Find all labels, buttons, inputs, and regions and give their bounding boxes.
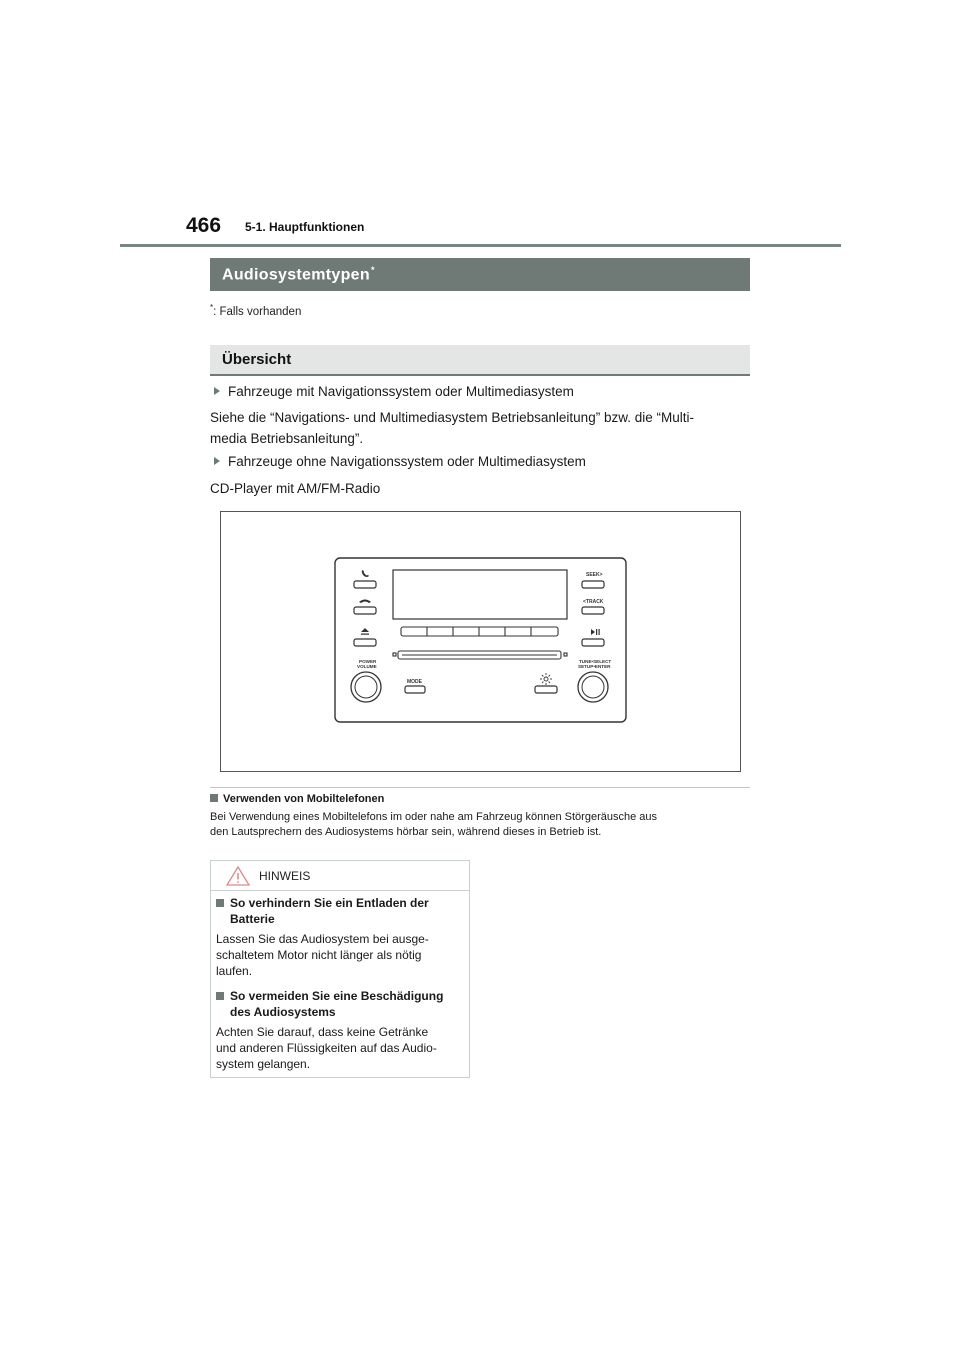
preset-buttons [401,627,558,636]
footnote-text: : Falls vorhanden [213,305,302,318]
text-line: schaltetem Motor nicht länger als nötig [216,948,422,962]
footnote-marker: * [210,303,214,312]
hinweis-battery-heading [216,895,464,927]
text-line: Lassen Sie das Audiosystem bei ausge- [216,932,429,946]
setup-enter-label: SETUP•ENTER [578,664,611,669]
paragraph-line: media Betriebsanleitung”. [210,431,364,446]
hinweis-battery-block [216,895,464,979]
mode-label: MODE [407,679,422,685]
brightness-button [535,686,557,693]
square-bullet-icon [216,899,224,907]
right-buttons [582,581,604,646]
hinweis-header [211,861,469,891]
list-item-navigation [214,384,574,399]
arrow-bullet-icon [214,387,220,395]
tune-select-label: TUNE•SELECT [579,659,612,664]
display-screen [393,570,567,619]
text-line: und anderen Flüssigkeiten auf das Audio- [216,1041,437,1055]
paragraph-navigation-reference [210,407,750,449]
figure-frame [220,511,741,772]
eject-icon [361,628,369,635]
note-line: den Lautsprechern des Audiosystems hörbar sein, während dieses in Betrieb ist. [210,826,602,838]
tune-select-knob-inner [582,676,604,698]
warning-triangle-icon [225,865,251,887]
footnote [210,303,301,318]
power-volume-knob-inner [355,676,377,698]
cd-slot [393,651,567,659]
square-bullet-icon [216,992,224,1000]
seek-button [582,581,604,588]
page-number: 466 [186,214,222,237]
note-line: Bei Verwendung eines Mobiltelefons im oder nahe am Fahrzeug können Störgeräusche aus [210,811,657,823]
paragraph-line: Siehe die “Navigations- und Multimediasystem Betriebsanleitung” bzw. die “Multi- [210,410,694,425]
section-title-bar [210,258,750,291]
subheading-bar [210,345,750,376]
hinweis-box [210,860,470,1078]
heading-line: So vermeiden Sie eine Beschädigung [230,989,444,1003]
square-bullet-icon [210,794,218,802]
track-button [582,607,604,614]
seek-label: SEEK> [586,572,603,578]
figure-divider [210,787,750,788]
heading-line: Batterie [230,912,275,926]
play-pause-button [582,639,604,646]
play-pause-icon [591,629,600,635]
list-item-heading: Fahrzeuge ohne Navigationssystem oder Multimediasystem [228,454,586,469]
mode-button [405,686,425,693]
section-title-marker: * [370,265,375,275]
paragraph-cd-player: CD-Player mit AM/FM-Radio [210,481,381,496]
left-buttons [354,581,376,646]
arrow-bullet-icon [214,457,220,465]
heading-line: So verhindern Sie ein Entladen der [230,896,429,910]
audio-unit-illustration [221,512,740,771]
hinweis-damage-text [216,1024,464,1072]
phone-icon [362,570,369,577]
brightness-icon [540,673,552,685]
section-title-text: Audiosystemtypen [222,266,370,284]
track-label: <TRACK [583,599,604,605]
text-line: Achten Sie darauf, dass keine Getränke [216,1025,429,1039]
header-rule [120,244,841,247]
volume-label: VOLUME [357,664,377,669]
hinweis-damage-block [216,988,464,1072]
hinweis-label: HINWEIS [259,869,311,883]
section-title [222,265,375,284]
section-reference: 5-1. Hauptfunktionen [245,220,365,234]
power-label: POWER [359,659,377,664]
subheading: Übersicht [222,351,292,368]
heading-line: des Audiosystems [230,1005,336,1019]
list-item-no-navigation [214,454,586,469]
hinweis-damage-heading [216,988,464,1020]
eject-button [354,639,376,646]
phone-hangup-button [354,607,376,614]
list-item-heading: Fahrzeuge mit Navigationssystem oder Multimediasystem [228,384,574,399]
phone-hangup-icon [359,600,371,604]
note-body [210,810,750,840]
hinweis-battery-text [216,931,464,979]
text-line: laufen. [216,964,253,978]
text-line: system gelangen. [216,1057,311,1071]
phone-pickup-button [354,581,376,588]
note-heading [210,793,384,805]
note-heading-text: Verwenden von Mobiltelefonen [223,793,385,805]
